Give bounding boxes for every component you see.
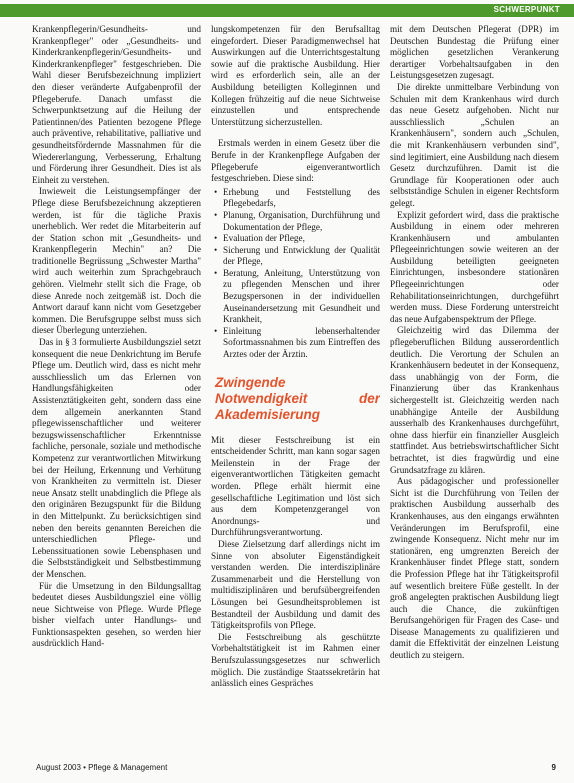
page-footer [36, 762, 556, 774]
paragraph: Diese Zielsetzung darf allerdings nicht im Sinne von absoluter Eigenständigkeit verstanden werden. Die interdisziplinäre Zusammenarbeit und die Herstellung von multidisziplinären und berufsübergreifenden Lösungen bei Gesundheitsproblemen ist Bestandteil der Ausbildung und damit des Tätigkeitsprofils von Pflege. [211, 538, 380, 631]
paragraph: Erstmals werden in einem Gesetz über die Berufe in der Krankenpflege Aufgaben der Pflegeberufe eigenverantwortlich festgeschrieben. Diese sind: [211, 138, 380, 184]
paragraph: Explizit gefordert wird, dass die praktische Ausbildung in einem oder mehreren Krankenhäusern und ambulanten Pflegeeinrichtungen sowie weiteren an der Ausbildung beteiligten geeigneten Einrichtungen, insbesondere stationären Pflegeeinrichtungen oder Rehabilitationseinrichtungen, durchgeführt werden muss. Diese Forderung unterstreicht das neue Aufgabenspektrum der Pflege. [390, 209, 559, 324]
paragraph: Gleichzeitig wird das Dilemma der pflegeberuflichen Bildung ausserordentlich deutlich. Die Verortung der Schulen an Krankenhäusern bedeutet in der Konsequenz, dass unabhängig von der Form, die Finanzierung über das Krankenhaus sichergestellt ist. Gleichzeitig werden nach unabhängige Anteile der Ausbildung ausserhalb des Krankenhauses durchgeführt, ohne dass hierfür ein finanzieller Ausgleich stattfindet. Aus betriebswirtschaftlicher Sicht betrachtet, ist dies fragwürdig und eine Grundsatzfrage zu klären. [390, 325, 559, 475]
paragraph: Das in § 3 formulierte Ausbildungsziel setzt konsequent die neue Denkrichtung im Berufe Pflege um. Deutlich wird, dass es nicht mehr ausschliesslich um das Erlernen von Handlungsfähigkeiten oder Assistenztätigkeiten geht, sondern dass eine dem allgemein anerkannten Stand pflegewissenschaftlicher und weiterer bezugswissenschaftlicher Erkenntnisse fachliche, personale, soziale und methodische Kompetenz zur verantwortlichen Mitwirkung bei der Heilung, Erkennung und Verhütung von Krankheiten zu vermitteln ist. Dieser neue Ansatz stellt unabdinglich die Pflege als den originären Bezugspunkt für die Bildung in den Mittelpunkt. Zu berücksichtigen sind neben den bereits genannten Bereichen die unterschiedlichen Pflege- und Lebenssituationen sowie Lebensphasen und die Selbstständigkeit und Selbstbestimmung der Menschen. [32, 337, 201, 579]
paragraph: Inwieweit die Leistungsempfänger der Pflege diese Berufsbezeichnung akzeptieren werden, ist für die tägliche Praxis unerheblich. Wer redet die Mitarbeiterin auf der Station schon mit „Gesundheits- und Krankenpflegerin Mechin" an? Die traditionelle Begrüssung „Schwester Martha" wird auch weiterhin zum Sprachgebrauch gehören. Vielmehr stellt sich die Frage, ob diese Anrede noch zeitgemäß ist. Doch die Antwort darauf kann nicht vom Gesetzgeber kommen. Die Berufsgruppe selbst muss sich dieser Überlegung unterziehen. [32, 186, 201, 336]
page-number: 9 [551, 763, 556, 772]
column-3 [390, 24, 559, 756]
paragraph: Die Festschreibung als geschützte Vorbehaltstätigkeit ist im Rahmen einer Berufszulassungsgesetzes nur schwerlich möglich. Die zuständige Staatssekretärin hat anlässlich eines Gespräches [211, 631, 380, 689]
paragraph: Krankenpflegerin/Gesundheits- und Krankenpfleger" oder „Gesundheits- und Kinderkrankenpflegerin/Gesundheits- und Kinderkrankenpfleger" festgeschrieben. Die Wahl dieser Berufsbezeichnung impliziert den dieser veränderte Aufgabenprofil der Pflegeberufe. Danach umfasst die Schwerpunktsetzung auf die Heilung der Patientinnen/des Patienten bezogene Pflege auch präventive, rehabilitative, palliative und gesundheitsfördernde Massnahmen für die Wiedererlangung, Verbesserung, Erhaltung und Förderung ihrer Gesundheit. Dies ist als Einheit zu verstehen. [32, 24, 201, 185]
paragraph: mit dem Deutschen Pflegerat (DPR) im Deutschen Bundestag die Prüfung einer möglichen gesetzlichen Verankerung derartiger Vorbehaltsaufgaben in den Leistungsgesetzen zugesagt. [390, 24, 559, 81]
list-item: • Evaluation der Pflege, [223, 233, 380, 245]
task-list [211, 187, 380, 361]
list-item: • Erhebung und Feststellung des Pflegebedarfs, [223, 187, 380, 210]
issue-line: August 2003 • Pflege & Management [36, 763, 168, 772]
list-item: • Sicherung und Entwicklung der Qualität der Pflege, [223, 245, 380, 268]
paragraph: lungskompetenzen für den Berufsalltag eingefordert. Dieser Paradigmenwechsel hat Auswirkungen auf die Unterrichtsgestaltung sowie auf die praktische Ausbildung. Hier wird es erforderlich sein, alle an der Ausbildung beteiligten Kolleginnen und Kollegen frühzeitig auf die neue Sichtweise einzustellen und entsprechende Unterstützung sicherzustellen. [211, 24, 380, 127]
list-item: • Planung, Organisation, Durchführung und Dokumentation der Pflege, [223, 210, 380, 233]
list-item: • Beratung, Anleitung, Unterstützung von zu pflegenden Menschen und ihrer Bezugspersonen in der individuellen Auseinandersetzung mit Gesundheit und Krankheit, [223, 268, 380, 326]
spacer [211, 128, 380, 138]
paragraph: Die direkte unmittelbare Verbindung von Schulen mit dem Krankenhaus wird durch das neue Gesetz aufgehoben. Nicht nur ausschliesslich „Schulen an Krankenhäusern", sondern auch „Schulen, die mit Krankenhäusern verbunden sind", sind legitimiert, eine Ausbildung nach diesem Gesetz durchzuführen. Damit ist die Grundlage für Kooperationen oder auch selbstständige Schulen in eigener Rechtsform gelegt. [390, 81, 559, 208]
paragraph: Aus pädagogischer und professioneller Sicht ist die Durchführung von Teilen der praktischen Ausbildung ausserhalb des Krankenhauses, aus den eingangs erwähnten Veränderungen im Berufsprofil, eine zwingende Konsequenz. Nicht mehr nur im stationären, eng umgrenzten Bereich der Krankenhäuser findet Pflege statt, sondern die Profession Pflege hat ihr Tätigkeitsprofil auf wesentlich breitere Füße gestellt. In der groß angelegten praktischen Ausbildung liegt auch die Chance, die zukünftigen Berufsangehörigen für Fragen des Case- und Disease Managements zu qualifizieren und damit die Effektivität der einzelnen Leistung deutlich zu steigern. [390, 476, 559, 661]
paragraph: Für die Umsetzung in den Bildungsalltag bedeutet dieses Ausbildungsziel eine völlig neue Sichtweise von Pflege. Wurde Pflege bisher vielfach unter Handlungs- und Funktionsaspekten gesehen, so werden hier ausdrücklich Hand- [32, 580, 201, 649]
list-item: • Einleitung lebenserhaltender Sofortmassnahmen bis zum Eintreffen des Arztes oder der Ärztin. [223, 326, 380, 361]
section-header-bar [0, 4, 574, 17]
column-2 [211, 24, 380, 756]
section-label: SCHWERPUNKT [493, 5, 560, 14]
subheading: Zwingende Notwendigkeit der Akademisierung [215, 374, 380, 422]
column-1 [32, 24, 201, 756]
article-body [32, 24, 560, 756]
paragraph: Mit dieser Festschreibung ist ein entscheidender Schritt, man kann sogar sagen Meilenstein in der Frage der eigenverantwortlichen Tätigkeiten gemacht worden. Pflege erhält hiermit eine gesellschaftliche Legitimation und löst sich aus dem Kompetenzgerangel von Anordnungs- und Durchführungsverantwortung. [211, 434, 380, 538]
